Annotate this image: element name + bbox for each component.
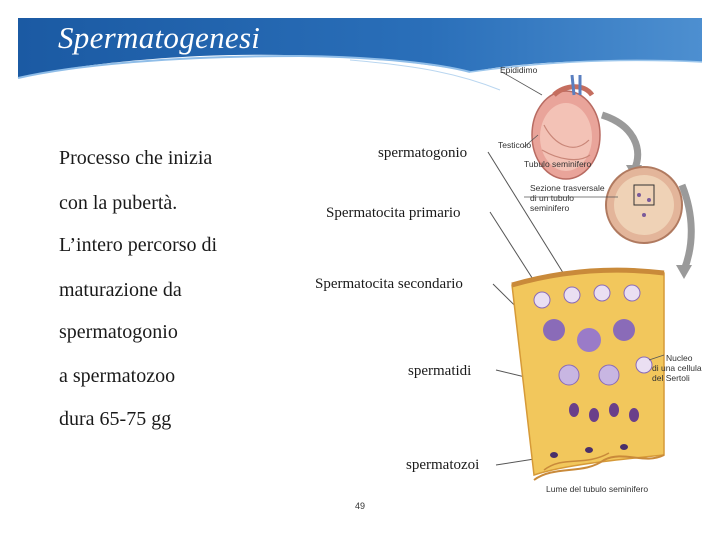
body-line-4: maturazione da bbox=[59, 279, 182, 301]
label-lume: Lume del tubulo seminifero bbox=[546, 484, 649, 494]
label-sezione-2: di un tubulo bbox=[530, 193, 574, 203]
label-spermatidi: spermatidi bbox=[408, 363, 472, 379]
label-testicolo: Testicolo bbox=[498, 140, 532, 150]
label-nucleo-1: Nucleo bbox=[666, 353, 693, 363]
label-nucleo-2: di una cellula bbox=[652, 363, 702, 373]
body-line-6: a spermatozoo bbox=[59, 365, 176, 387]
spermatogenesis-figure bbox=[494, 55, 720, 500]
slide-title: Spermatogenesi bbox=[58, 20, 261, 55]
label-spermatogonio: spermatogonio bbox=[378, 145, 468, 161]
body-line-5: spermatogonio bbox=[59, 321, 178, 343]
label-spermatocita-secondario: Spermatocita secondario bbox=[315, 276, 463, 292]
label-sezione-1: Sezione trasversale bbox=[530, 183, 605, 193]
body-line-7: dura 65-75 gg bbox=[59, 408, 172, 430]
body-line-1: Processo che inizia bbox=[59, 147, 213, 169]
label-tubulo: Tubulo seminifero bbox=[524, 159, 592, 169]
body-line-2: con la pubertà. bbox=[59, 192, 178, 214]
testis-tubule-illustration bbox=[494, 55, 720, 500]
label-sezione-3: seminifero bbox=[530, 203, 570, 213]
label-nucleo-3: del Sertoli bbox=[652, 373, 690, 383]
label-spermatozoi: spermatozoi bbox=[406, 457, 480, 473]
page-number: 49 bbox=[355, 501, 366, 511]
label-epididimo: Epididimo bbox=[500, 65, 538, 75]
label-spermatocita-primario: Spermatocita primario bbox=[326, 205, 461, 221]
body-line-3: L’intero percorso di bbox=[59, 234, 218, 256]
